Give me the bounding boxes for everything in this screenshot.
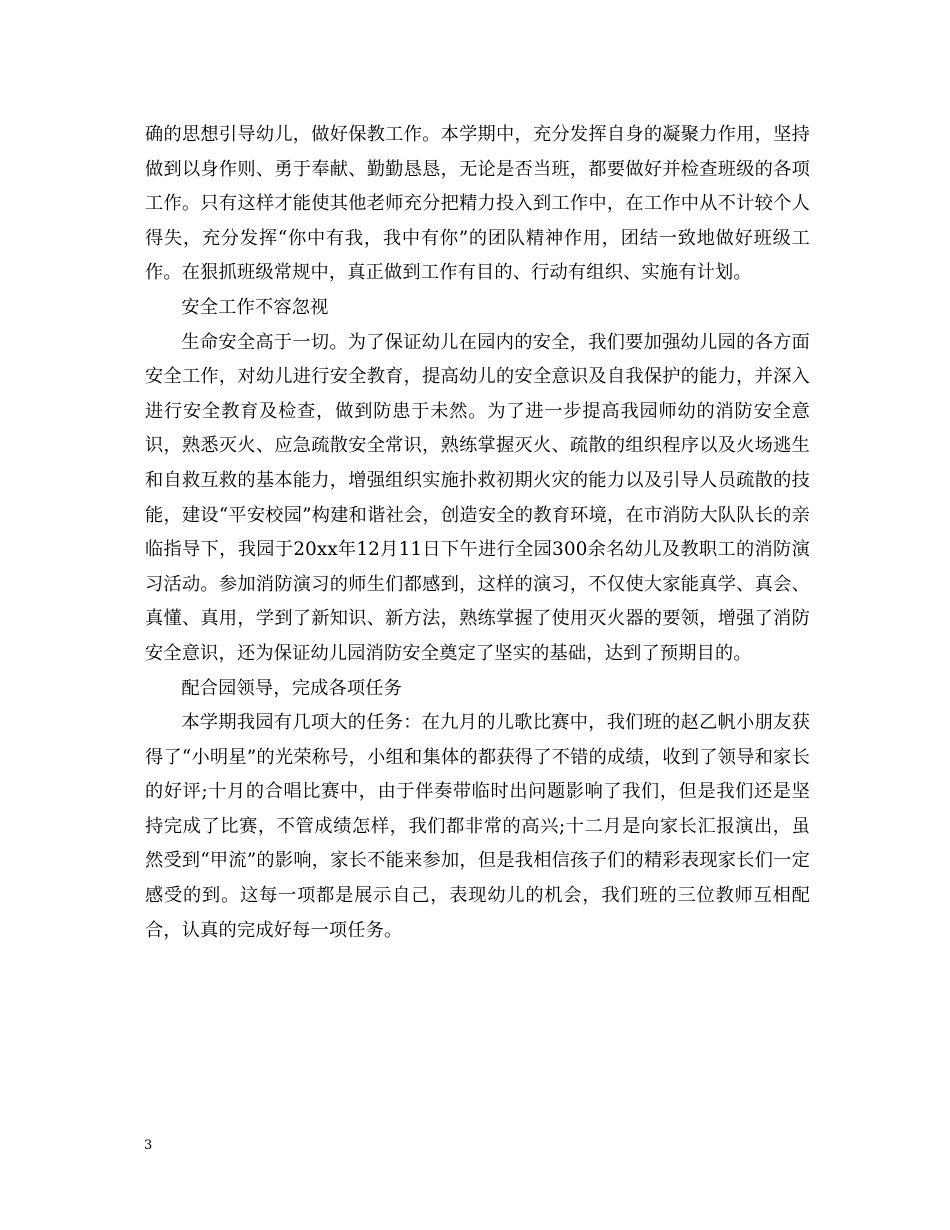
paragraph-tasks: 本学期我园有几项大的任务：在九月的儿歌比赛中，我们班的赵乙帆小朋友获得了“小明星”的光荣称号，小组和集体的都获得了不错的成绩，收到了领导和家长的好评;十月的合唱比赛中，由于伴奏带临时出问题影响了我们，但是我们还是坚持完成了比赛，不管成绩怎样，我们都非常的高兴;十二月是向家长汇报演出，虽然受到“甲流”的影响，家长不能来参加，但是我相信孩子们的精彩表现家长们一定感受的到。这每一项都是展示自己，表现幼儿的机会，我们班的三位教师互相配合，认真的完成好每一项任务。 bbox=[145, 712, 810, 941]
document-body bbox=[145, 118, 810, 948]
paragraph-safety: 生命安全高于一切。为了保证幼儿在园内的安全，我们要加强幼儿园的各方面安全工作，对幼儿进行安全教育，提高幼儿的安全意识及自我保护的能力，并深入进行安全教育及检查，做到防患于未然。为了进一步提高我园师幼的消防安全意识，熟悉灭火、应急疏散安全常识，熟练掌握灭火、疏散的组织程序以及火场逃生和自救互救的基本能力，增强组织实施扑救初期火灾的能力以及引导人员疏散的技能，建设“平安校园”构建和谐社会，创造安全的教育环境，在市消防大队队长的亲临指导下，我园于20xx年12月11日下午进行全园300余名幼儿及教职工的消防演习活动。参加消防演习的师生们都感到，这样的演习，不仅使大家能真学、真会、真懂、真用，学到了新知识、新方法，熟练掌握了使用灭火器的要领，增强了消防安全意识，还为保证幼儿园消防安全奠定了坚实的基础，达到了预期目的。 bbox=[145, 331, 810, 664]
section-heading-tasks: 配合园领导，完成各项任务 bbox=[181, 677, 403, 699]
section-heading-safety: 安全工作不容忽视 bbox=[181, 296, 329, 318]
paragraph-continuation: 确的思想引导幼儿，做好保教工作。本学期中，充分发挥自身的凝聚力作用，坚持做到以身作则、勇于奉献、勤勤恳恳，无论是否当班，都要做好并检查班级的各项工作。只有这样才能使其他老师充分把精力投入到工作中，在工作中从不计较个人得失，充分发挥“你中有我，我中有你”的团队精神作用，团结一致地做好班级工作。在狠抓班级常规中，真正做到工作有目的、行动有组织、实施有计划。 bbox=[145, 124, 811, 284]
page-number: 3 bbox=[144, 1138, 153, 1153]
